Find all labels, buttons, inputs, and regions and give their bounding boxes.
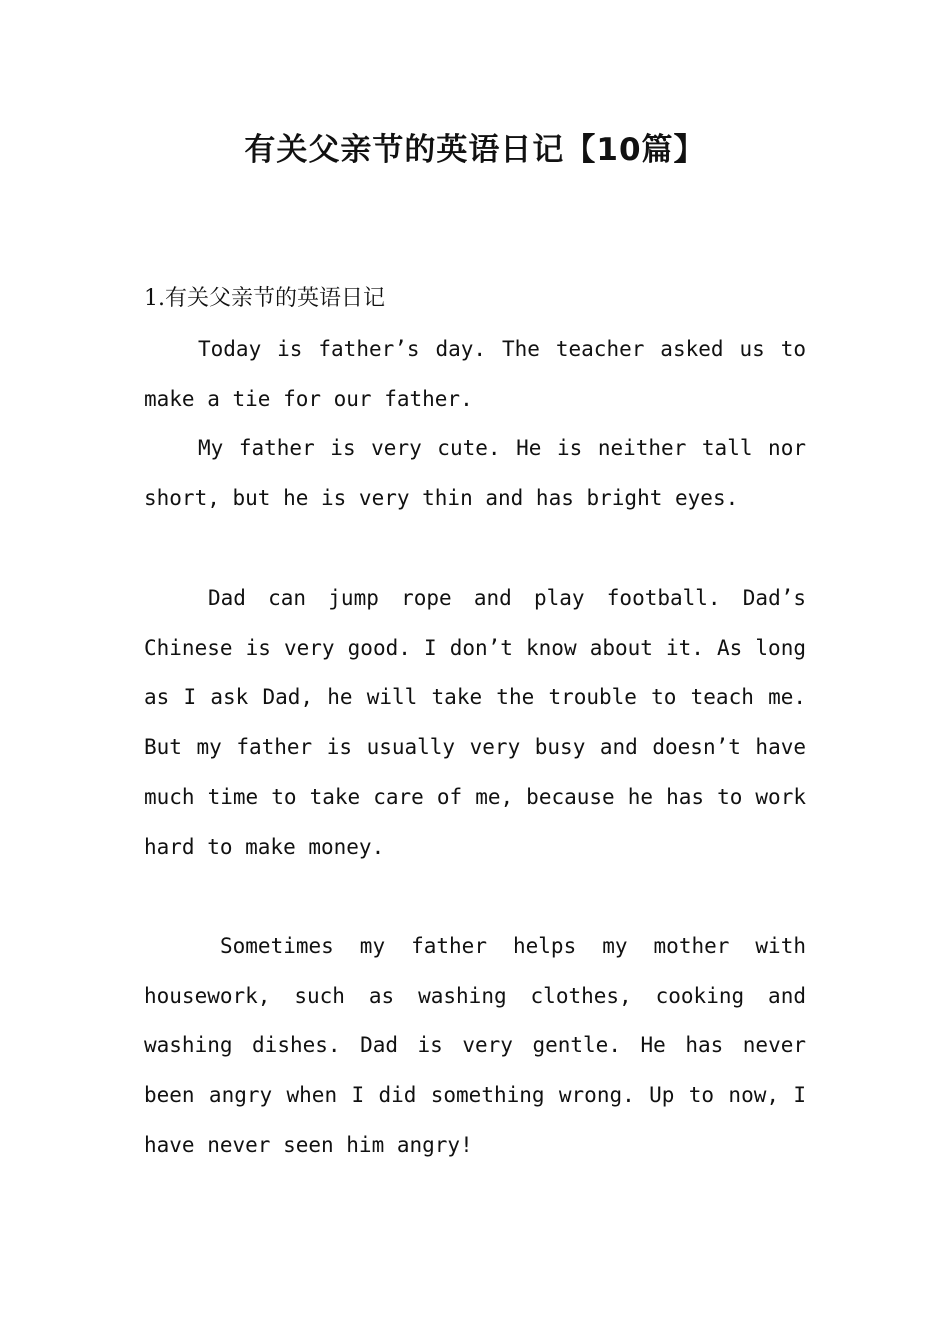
section-heading: 1.有关父亲节的英语日记 — [144, 286, 385, 311]
paragraph-3: Dad can jump rope and play football. Dad’s Chinese is very good. I don’t know about it. As long as I ask Dad, he will take the trouble to teach me. But my father is usually very busy and doesn’t have much time to take care of me, because he has to work hard to make money. — [144, 586, 806, 859]
document-title: 有关父亲节的英语日记【10篇】 — [244, 132, 706, 168]
paragraph-1: Today is father’s day. The teacher asked us to make a tie for our father. — [144, 337, 806, 411]
paragraph-2: My father is very cute. He is neither tall nor short, but he is very thin and has bright eyes. — [144, 436, 806, 510]
paragraph-4: Sometimes my father helps my mother with housework, such as washing clothes, cooking and washing dishes. Dad is very gentle. He has never been angry when I did something wrong. Up to now, I have never seen him angry! — [144, 934, 806, 1157]
